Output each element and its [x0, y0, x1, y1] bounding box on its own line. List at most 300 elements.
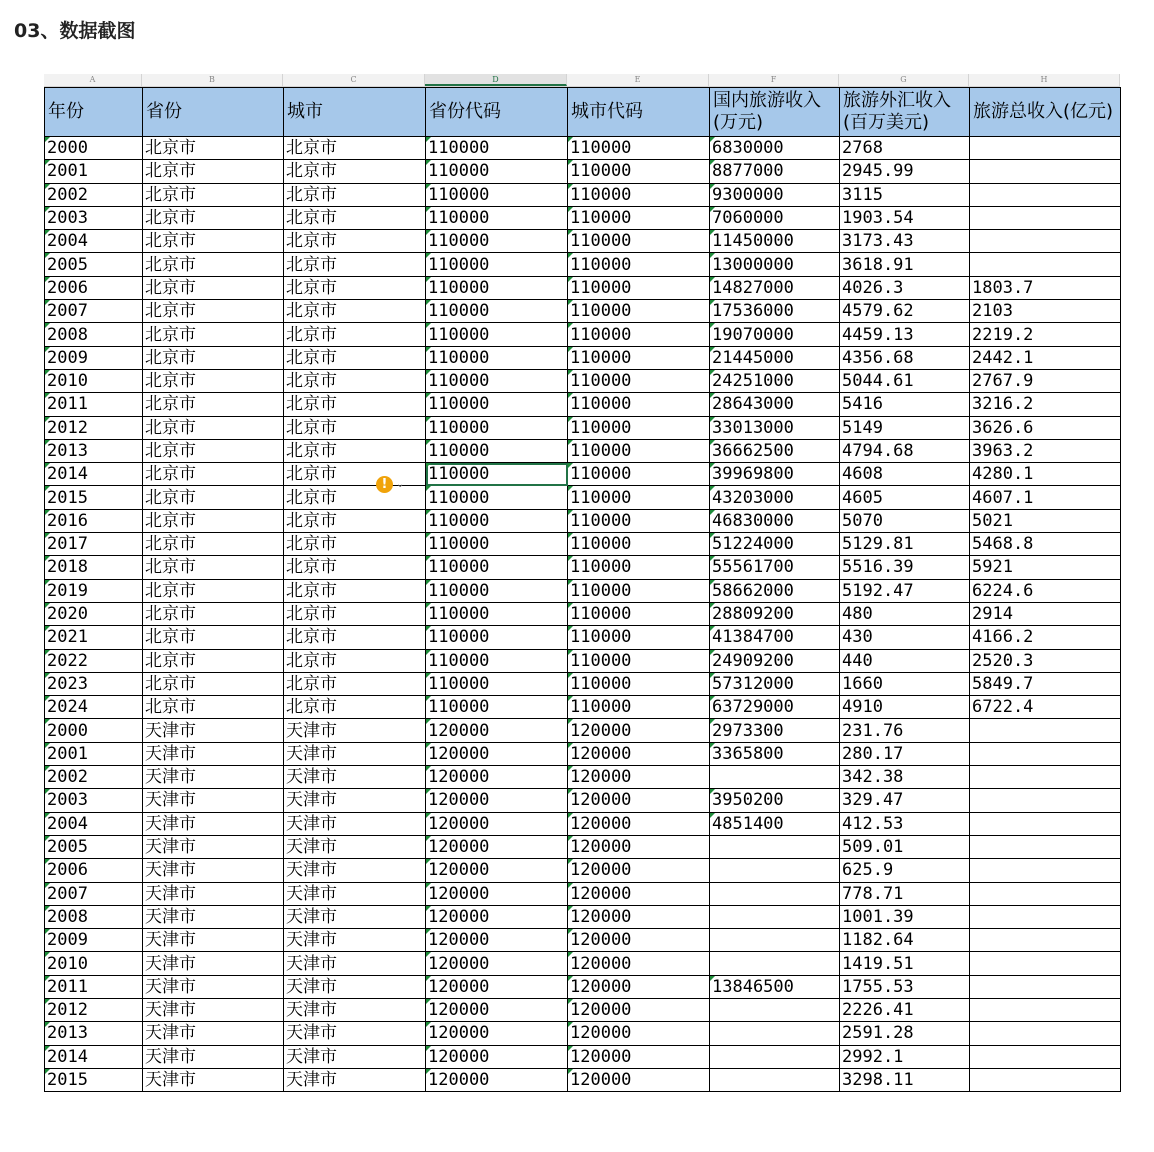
table-cell[interactable]: 120000 [568, 1045, 710, 1068]
table-cell[interactable]: 2012 [45, 416, 143, 439]
table-cell[interactable]: 17536000 [710, 300, 840, 323]
table-cell[interactable]: 北京市 [284, 486, 426, 509]
table-cell[interactable] [710, 952, 840, 975]
table-cell[interactable]: 4026.3 [840, 276, 970, 299]
table-cell[interactable]: 120000 [568, 882, 710, 905]
column-header-h[interactable]: H [969, 74, 1120, 86]
column-header-g[interactable]: G [839, 74, 969, 86]
table-cell[interactable]: 2013 [45, 439, 143, 462]
table-cell[interactable]: 2103 [970, 300, 1121, 323]
table-cell[interactable]: 2015 [45, 486, 143, 509]
table-cell[interactable] [970, 183, 1121, 206]
column-header-d[interactable]: D [425, 74, 567, 86]
table-cell[interactable]: 110000 [426, 369, 568, 392]
table-cell[interactable]: 天津市 [284, 835, 426, 858]
table-cell[interactable]: 天津市 [143, 1022, 284, 1045]
table-cell[interactable]: 24251000 [710, 369, 840, 392]
table-cell[interactable]: 110000 [426, 602, 568, 625]
table-cell[interactable] [710, 905, 840, 928]
table-cell[interactable]: 天津市 [143, 1068, 284, 1091]
table-cell[interactable]: 231.76 [840, 719, 970, 742]
table-cell[interactable]: 63729000 [710, 696, 840, 719]
table-cell[interactable]: 2000 [45, 719, 143, 742]
header-cell[interactable]: 旅游外汇收入(百万美元) [840, 88, 970, 137]
table-cell[interactable] [970, 905, 1121, 928]
header-cell[interactable]: 年份 [45, 88, 143, 137]
table-cell[interactable]: 1903.54 [840, 206, 970, 229]
table-cell[interactable]: 2017 [45, 533, 143, 556]
table-cell[interactable]: 110000 [568, 626, 710, 649]
table-cell[interactable]: 55561700 [710, 556, 840, 579]
table-cell[interactable]: 5516.39 [840, 556, 970, 579]
chevron-down-icon[interactable]: ⌄ [396, 479, 405, 490]
table-cell[interactable]: 2007 [45, 882, 143, 905]
table-cell[interactable]: 北京市 [284, 672, 426, 695]
table-cell[interactable]: 2009 [45, 929, 143, 952]
table-cell[interactable]: 6722.4 [970, 696, 1121, 719]
table-cell[interactable]: 110000 [568, 509, 710, 532]
table-cell[interactable]: 7060000 [710, 206, 840, 229]
table-cell[interactable]: 2591.28 [840, 1022, 970, 1045]
table-cell[interactable] [970, 789, 1121, 812]
table-cell[interactable]: 2914 [970, 602, 1121, 625]
table-cell[interactable]: 509.01 [840, 835, 970, 858]
table-cell[interactable]: 110000 [568, 160, 710, 183]
table-cell[interactable]: 天津市 [284, 882, 426, 905]
table-cell[interactable]: 北京市 [284, 649, 426, 672]
table-cell[interactable]: 110000 [426, 276, 568, 299]
table-cell[interactable]: 北京市 [284, 323, 426, 346]
table-cell[interactable]: 110000 [426, 649, 568, 672]
table-cell[interactable]: 110000 [568, 253, 710, 276]
table-cell[interactable]: 110000 [568, 533, 710, 556]
table-cell[interactable]: 2003 [45, 789, 143, 812]
table-cell[interactable]: 21445000 [710, 346, 840, 369]
table-cell[interactable] [970, 1045, 1121, 1068]
table-cell[interactable]: 43203000 [710, 486, 840, 509]
table-cell[interactable]: 110000 [568, 556, 710, 579]
table-cell[interactable]: 110000 [426, 672, 568, 695]
table-cell[interactable]: 6224.6 [970, 579, 1121, 602]
table-cell[interactable]: 110000 [426, 137, 568, 160]
table-cell[interactable]: 2767.9 [970, 369, 1121, 392]
table-cell[interactable]: 110000 [568, 602, 710, 625]
table-cell[interactable]: 2013 [45, 1022, 143, 1045]
table-cell[interactable]: 5849.7 [970, 672, 1121, 695]
table-cell[interactable]: 北京市 [284, 300, 426, 323]
table-cell[interactable]: 天津市 [143, 1045, 284, 1068]
table-cell[interactable] [710, 929, 840, 952]
header-cell[interactable]: 城市 [284, 88, 426, 137]
table-cell[interactable]: 2004 [45, 230, 143, 253]
table-cell[interactable]: 14827000 [710, 276, 840, 299]
table-cell[interactable] [710, 1068, 840, 1091]
table-cell[interactable]: 120000 [568, 1022, 710, 1045]
table-cell[interactable]: 北京市 [143, 672, 284, 695]
table-cell[interactable]: 北京市 [284, 160, 426, 183]
table-cell[interactable]: 天津市 [284, 1068, 426, 1091]
table-cell[interactable]: 110000 [568, 649, 710, 672]
table-cell[interactable]: 2945.99 [840, 160, 970, 183]
table-cell[interactable]: 北京市 [284, 626, 426, 649]
table-cell[interactable]: 1660 [840, 672, 970, 695]
table-cell[interactable]: 北京市 [284, 696, 426, 719]
table-cell[interactable]: 110000 [568, 137, 710, 160]
table-cell[interactable]: 2520.3 [970, 649, 1121, 672]
table-cell[interactable]: 2012 [45, 998, 143, 1021]
table-cell[interactable]: 3298.11 [840, 1068, 970, 1091]
warning-icon[interactable]: ! [376, 476, 393, 493]
header-cell[interactable]: 省份 [143, 88, 284, 137]
column-header-a[interactable]: A [44, 74, 142, 86]
table-cell[interactable]: 北京市 [284, 509, 426, 532]
table-cell[interactable]: 5192.47 [840, 579, 970, 602]
table-cell[interactable]: 北京市 [143, 183, 284, 206]
table-cell[interactable]: 110000 [426, 206, 568, 229]
table-cell[interactable]: 110000 [426, 533, 568, 556]
table-cell[interactable]: 110000 [426, 556, 568, 579]
table-cell[interactable]: 120000 [568, 905, 710, 928]
table-cell[interactable]: 110000 [568, 393, 710, 416]
table-cell[interactable]: 430 [840, 626, 970, 649]
table-cell[interactable]: 北京市 [284, 369, 426, 392]
table-cell[interactable]: 2011 [45, 393, 143, 416]
table-cell[interactable]: 北京市 [284, 579, 426, 602]
table-cell[interactable]: 5044.61 [840, 369, 970, 392]
table-cell[interactable]: 8877000 [710, 160, 840, 183]
table-cell[interactable]: 天津市 [143, 905, 284, 928]
table-cell[interactable]: 120000 [568, 929, 710, 952]
table-cell[interactable] [970, 766, 1121, 789]
table-cell[interactable]: 28809200 [710, 602, 840, 625]
table-cell[interactable]: 58662000 [710, 579, 840, 602]
table-cell[interactable]: 北京市 [284, 533, 426, 556]
table-cell[interactable]: 120000 [568, 789, 710, 812]
table-cell[interactable]: 4851400 [710, 812, 840, 835]
table-cell[interactable]: 5149 [840, 416, 970, 439]
table-cell[interactable]: 2002 [45, 766, 143, 789]
table-cell[interactable]: 3950200 [710, 789, 840, 812]
table-cell[interactable]: 110000 [568, 346, 710, 369]
table-cell[interactable]: 120000 [426, 882, 568, 905]
table-cell[interactable]: 2003 [45, 206, 143, 229]
table-cell[interactable]: 2442.1 [970, 346, 1121, 369]
table-cell[interactable]: 天津市 [284, 952, 426, 975]
table-cell[interactable]: 北京市 [284, 346, 426, 369]
table-cell[interactable]: 5468.8 [970, 533, 1121, 556]
table-cell[interactable]: 19070000 [710, 323, 840, 346]
table-cell[interactable]: 110000 [568, 323, 710, 346]
table-cell[interactable]: 天津市 [143, 882, 284, 905]
table-cell[interactable]: 天津市 [143, 766, 284, 789]
table-cell[interactable]: 120000 [568, 742, 710, 765]
table-cell[interactable]: 5921 [970, 556, 1121, 579]
table-cell[interactable] [970, 998, 1121, 1021]
table-cell[interactable]: 2010 [45, 952, 143, 975]
error-check-button[interactable] [376, 476, 404, 493]
table-cell[interactable]: 3115 [840, 183, 970, 206]
table-cell[interactable]: 天津市 [143, 952, 284, 975]
table-cell[interactable]: 4579.62 [840, 300, 970, 323]
table-cell[interactable]: 天津市 [143, 835, 284, 858]
table-cell[interactable]: 2005 [45, 835, 143, 858]
table-cell[interactable]: 480 [840, 602, 970, 625]
table-cell[interactable]: 4607.1 [970, 486, 1121, 509]
header-cell[interactable]: 旅游总收入(亿元) [970, 88, 1121, 137]
table-cell[interactable]: 2014 [45, 1045, 143, 1068]
table-cell[interactable]: 51224000 [710, 533, 840, 556]
table-cell[interactable]: 3963.2 [970, 439, 1121, 462]
table-cell[interactable] [710, 998, 840, 1021]
table-cell[interactable]: 110000 [426, 463, 568, 486]
table-cell[interactable]: 4459.13 [840, 323, 970, 346]
table-cell[interactable]: 北京市 [143, 393, 284, 416]
table-cell[interactable]: 北京市 [284, 206, 426, 229]
table-cell[interactable]: 北京市 [284, 416, 426, 439]
table-cell[interactable]: 110000 [426, 393, 568, 416]
table-cell[interactable]: 110000 [568, 416, 710, 439]
table-cell[interactable]: 110000 [568, 696, 710, 719]
table-cell[interactable]: 2007 [45, 300, 143, 323]
table-cell[interactable]: 2000 [45, 137, 143, 160]
table-cell[interactable]: 120000 [426, 812, 568, 835]
table-cell[interactable]: 120000 [426, 789, 568, 812]
table-cell[interactable]: 110000 [568, 463, 710, 486]
table-cell[interactable]: 天津市 [284, 998, 426, 1021]
table-cell[interactable]: 天津市 [143, 742, 284, 765]
column-header-f[interactable]: F [709, 74, 839, 86]
table-cell[interactable]: 2020 [45, 602, 143, 625]
table-cell[interactable]: 39969800 [710, 463, 840, 486]
table-cell[interactable]: 120000 [568, 812, 710, 835]
table-cell[interactable]: 110000 [426, 439, 568, 462]
table-cell[interactable]: 3618.91 [840, 253, 970, 276]
table-cell[interactable] [710, 835, 840, 858]
table-cell[interactable]: 北京市 [143, 486, 284, 509]
table-cell[interactable]: 北京市 [143, 602, 284, 625]
table-cell[interactable]: 北京市 [143, 276, 284, 299]
table-cell[interactable] [710, 859, 840, 882]
table-cell[interactable]: 2016 [45, 509, 143, 532]
table-cell[interactable]: 北京市 [284, 230, 426, 253]
table-cell[interactable]: 120000 [426, 929, 568, 952]
table-cell[interactable]: 2015 [45, 1068, 143, 1091]
table-cell[interactable]: 13000000 [710, 253, 840, 276]
table-cell[interactable]: 110000 [568, 439, 710, 462]
table-cell[interactable]: 120000 [426, 1068, 568, 1091]
table-cell[interactable]: 2001 [45, 160, 143, 183]
table-cell[interactable]: 北京市 [143, 509, 284, 532]
table-cell[interactable]: 2018 [45, 556, 143, 579]
table-cell[interactable]: 2022 [45, 649, 143, 672]
table-cell[interactable]: 110000 [426, 346, 568, 369]
table-cell[interactable]: 2005 [45, 253, 143, 276]
table-cell[interactable]: 2992.1 [840, 1045, 970, 1068]
table-cell[interactable]: 1182.64 [840, 929, 970, 952]
table-cell[interactable]: 13846500 [710, 975, 840, 998]
table-cell[interactable]: 120000 [568, 859, 710, 882]
table-cell[interactable]: 4910 [840, 696, 970, 719]
table-cell[interactable]: 110000 [426, 253, 568, 276]
table-cell[interactable]: 33013000 [710, 416, 840, 439]
table-cell[interactable]: 36662500 [710, 439, 840, 462]
table-cell[interactable]: 北京市 [143, 556, 284, 579]
table-cell[interactable]: 28643000 [710, 393, 840, 416]
table-cell[interactable] [970, 929, 1121, 952]
table-cell[interactable]: 北京市 [143, 206, 284, 229]
table-cell[interactable]: 2768 [840, 137, 970, 160]
table-cell[interactable] [970, 230, 1121, 253]
table-cell[interactable]: 北京市 [143, 649, 284, 672]
table-cell[interactable] [710, 1022, 840, 1045]
table-cell[interactable]: 120000 [426, 1045, 568, 1068]
table-cell[interactable]: 2011 [45, 975, 143, 998]
table-cell[interactable]: 2002 [45, 183, 143, 206]
table-cell[interactable]: 110000 [426, 509, 568, 532]
table-cell[interactable]: 440 [840, 649, 970, 672]
table-cell[interactable]: 120000 [426, 998, 568, 1021]
table-cell[interactable]: 北京市 [143, 323, 284, 346]
table-cell[interactable]: 120000 [426, 975, 568, 998]
table-cell[interactable]: 2010 [45, 369, 143, 392]
table-cell[interactable]: 2006 [45, 859, 143, 882]
table-cell[interactable]: 120000 [568, 835, 710, 858]
table-cell[interactable]: 120000 [426, 766, 568, 789]
table-cell[interactable]: 110000 [568, 276, 710, 299]
table-cell[interactable]: 2009 [45, 346, 143, 369]
table-cell[interactable]: 天津市 [284, 1022, 426, 1045]
table-cell[interactable]: 北京市 [143, 533, 284, 556]
header-cell[interactable]: 省份代码 [426, 88, 568, 137]
table-cell[interactable]: 2008 [45, 323, 143, 346]
table-cell[interactable] [970, 742, 1121, 765]
table-cell[interactable]: 120000 [426, 952, 568, 975]
table-cell[interactable]: 5070 [840, 509, 970, 532]
table-cell[interactable]: 北京市 [284, 463, 426, 486]
table-cell[interactable]: 天津市 [284, 789, 426, 812]
table-cell[interactable] [970, 206, 1121, 229]
table-cell[interactable]: 120000 [568, 975, 710, 998]
table-cell[interactable]: 110000 [426, 579, 568, 602]
table-cell[interactable]: 北京市 [143, 463, 284, 486]
table-cell[interactable]: 4166.2 [970, 626, 1121, 649]
table-cell[interactable]: 2006 [45, 276, 143, 299]
table-cell[interactable]: 北京市 [143, 416, 284, 439]
table-cell[interactable]: 110000 [426, 486, 568, 509]
table-cell[interactable]: 2226.41 [840, 998, 970, 1021]
table-cell[interactable]: 11450000 [710, 230, 840, 253]
table-cell[interactable]: 天津市 [143, 789, 284, 812]
table-cell[interactable]: 天津市 [143, 812, 284, 835]
table-cell[interactable]: 4794.68 [840, 439, 970, 462]
table-cell[interactable]: 2001 [45, 742, 143, 765]
table-cell[interactable]: 41384700 [710, 626, 840, 649]
table-cell[interactable]: 24909200 [710, 649, 840, 672]
table-cell[interactable]: 280.17 [840, 742, 970, 765]
table-cell[interactable] [970, 1068, 1121, 1091]
table-cell[interactable]: 2021 [45, 626, 143, 649]
table-cell[interactable]: 1803.7 [970, 276, 1121, 299]
table-cell[interactable]: 329.47 [840, 789, 970, 812]
table-cell[interactable] [710, 882, 840, 905]
table-cell[interactable]: 5416 [840, 393, 970, 416]
table-cell[interactable]: 天津市 [284, 742, 426, 765]
table-cell[interactable]: 1755.53 [840, 975, 970, 998]
table-cell[interactable]: 5021 [970, 509, 1121, 532]
table-cell[interactable]: 天津市 [284, 1045, 426, 1068]
table-cell[interactable]: 天津市 [284, 929, 426, 952]
header-cell[interactable]: 城市代码 [568, 88, 710, 137]
table-cell[interactable]: 120000 [568, 998, 710, 1021]
table-cell[interactable]: 9300000 [710, 183, 840, 206]
table-cell[interactable]: 1419.51 [840, 952, 970, 975]
table-cell[interactable] [970, 835, 1121, 858]
table-cell[interactable]: 北京市 [284, 253, 426, 276]
table-cell[interactable]: 天津市 [143, 859, 284, 882]
table-cell[interactable]: 110000 [568, 672, 710, 695]
table-cell[interactable] [970, 253, 1121, 276]
table-cell[interactable]: 120000 [568, 952, 710, 975]
table-cell[interactable] [970, 1022, 1121, 1045]
table-cell[interactable]: 110000 [426, 416, 568, 439]
table-cell[interactable]: 110000 [426, 300, 568, 323]
table-cell[interactable]: 342.38 [840, 766, 970, 789]
table-cell[interactable]: 3626.6 [970, 416, 1121, 439]
table-cell[interactable]: 北京市 [143, 160, 284, 183]
table-cell[interactable]: 3173.43 [840, 230, 970, 253]
table-cell[interactable]: 北京市 [143, 579, 284, 602]
table-cell[interactable]: 北京市 [143, 696, 284, 719]
table-cell[interactable]: 110000 [568, 369, 710, 392]
table-cell[interactable]: 110000 [568, 183, 710, 206]
table-cell[interactable]: 北京市 [284, 183, 426, 206]
table-cell[interactable]: 北京市 [143, 626, 284, 649]
table-cell[interactable]: 110000 [426, 183, 568, 206]
table-cell[interactable]: 120000 [568, 766, 710, 789]
table-cell[interactable]: 1001.39 [840, 905, 970, 928]
table-cell[interactable]: 北京市 [284, 393, 426, 416]
table-cell[interactable]: 北京市 [143, 230, 284, 253]
table-cell[interactable]: 4356.68 [840, 346, 970, 369]
table-cell[interactable]: 110000 [426, 626, 568, 649]
table-cell[interactable]: 778.71 [840, 882, 970, 905]
table-cell[interactable]: 北京市 [284, 137, 426, 160]
table-cell[interactable]: 北京市 [284, 556, 426, 579]
table-cell[interactable]: 412.53 [840, 812, 970, 835]
table-cell[interactable] [970, 859, 1121, 882]
table-cell[interactable]: 6830000 [710, 137, 840, 160]
table-cell[interactable]: 110000 [568, 300, 710, 323]
table-cell[interactable]: 4608 [840, 463, 970, 486]
table-cell[interactable]: 北京市 [143, 253, 284, 276]
table-cell[interactable]: 46830000 [710, 509, 840, 532]
table-cell[interactable]: 110000 [568, 486, 710, 509]
table-cell[interactable]: 120000 [426, 859, 568, 882]
table-cell[interactable]: 2219.2 [970, 323, 1121, 346]
table-cell[interactable]: 天津市 [143, 719, 284, 742]
table-cell[interactable]: 120000 [426, 1022, 568, 1045]
table-cell[interactable]: 北京市 [284, 276, 426, 299]
header-cell[interactable]: 国内旅游收入(万元) [710, 88, 840, 137]
table-cell[interactable]: 625.9 [840, 859, 970, 882]
table-cell[interactable]: 110000 [568, 230, 710, 253]
column-header-b[interactable]: B [142, 74, 283, 86]
table-cell[interactable] [970, 160, 1121, 183]
table-cell[interactable]: 北京市 [143, 439, 284, 462]
table-cell[interactable]: 天津市 [284, 766, 426, 789]
table-cell[interactable]: 北京市 [143, 300, 284, 323]
table-cell[interactable]: 北京市 [143, 369, 284, 392]
